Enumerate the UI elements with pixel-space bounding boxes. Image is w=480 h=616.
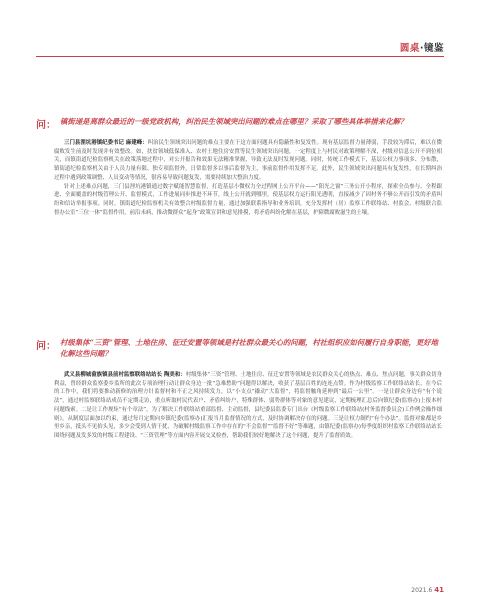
answer-text: 村级集体“三资”管理、土地住房、征迁安置等领域是农民群众关心的热点、难点、焦点问题，事关群众切身利益，曾经群众监察委乡监所的此次专项治理行动让群众身边一批“急难愁盼”问题得以解决，收获了基层百姓的连连点赞。作为村级监察工作联络站站长，在今后的工作中，我们将要推动新修的治理方针监督村和不正之风持续发力，以“小支点”撬动“大监督”，将监督触角延伸到“最后一公里”。一是让群众身边有“有个说法”。通过村监察联络站成员不定期走访，重点听取村民代表户、矛盾纠纷户，特殊群体、弱势群体等对象的意见建议，定期梳理汇总后向镇纪委(监察办)上报本村问题线索。二是让工作规矩“有个章法”。为了解决工作联络站重部监督、主动监督，县纪委县监委专门出台《村级监察工作联络站(村务监督委员会)工作例会操作细则》，从制度层面加以约束，通过每月定期向乡镇纪委(监察办)汇报当月监督情况的方式，及时协调解决存在的问题。三是让权力制约“有个办法”。监督对象都是乡里乡亲，抵头不见抬头见，多少会受到人情干扰，为破解村级监察工作中存在的“不会监督”“监督不好”等难题，由镇纪委(监察办)每季度组织村监察工作联络站站长围绕问题及发多发的村级工程建设、“三资管理”等方面内容开展交叉检查，帮助我们较好地解决了这个问题，提升了监督质效。 xyxy=(54,372,442,439)
header-rule xyxy=(36,56,444,57)
answer-body xyxy=(54,371,442,441)
answer-paragraph xyxy=(54,371,442,441)
question-text: 镇街递是离群众最近的一级党政机构，纠治民生领域突出问题的难点在哪里？采取了哪些具体举措来化解？ xyxy=(60,117,408,126)
qa-block-1 xyxy=(36,116,442,217)
issue-date: 2021.6 xyxy=(411,587,433,594)
question-marker: 问： xyxy=(36,120,56,131)
section-header-separator: · xyxy=(419,43,424,54)
answer-text: 纠治民生领域突出问题的难点主要在于这方面问题具有隐蔽性和复发性。现有基层监督力量薄弱，手段较为滞后，难以在微腐败发生前及时发现并有效整改。如，扶贫领域低保准入、农村土地住房安置等民生领域突出问题，一定程度上与村民对政策理解不深，村级对信息公开不到位相关，而镇街道纪检监察机关在政策落地过程中，对公开报告和效果无法精准掌握，导致无法及时发现问题。同时，传统工作模式下，基层公权力事项多、分布散，镇街道纪检监察机关由于人员力量有限、独专项监督外，日常监督多以事后监督为主，事前监督作用发挥不足。此外，民生领域突出问题具有复发性，在长期纠治过程中遇到政策调整、人员变动等情况，很容易导致问题复发，需要持续加大整治力度。 xyxy=(54,140,442,181)
answer-paragraph: 针对上述难点问题，三门县浬坑港镇通过数字赋能智慧监督，打造基层小微权力全过程网上公开平台——“阳光之窗”三务公开小程序，探索全员参与、全程跟进、全面覆盖的村级管理公开、监督模式，工作进展同步推进不环节，线上公开就到哪里，使基层权力运行阳光透明，直接减少了因村务不够公开而引发的矛盾纠纷和信访举报事项。同时，镇街道纪检监察机关有效整合村级监督力量，通过加强联系指导和业务培训，充分发挥村（居）监察工作联络站、村监会、村级联合监督办公室“三位一体”监督作用，前沿未病，推动微群众“起身”政策宣讲和意见排摸，将矛盾纠纷化解在基层，护障微腐败滋生的土壤。 xyxy=(54,183,442,216)
section-header-a: 圆桌 xyxy=(399,43,420,54)
section-header xyxy=(400,40,444,54)
qa-block-2 xyxy=(36,337,442,441)
answer-paragraph xyxy=(54,139,442,183)
section-header-b: 镜鉴 xyxy=(423,43,444,54)
question-text: 村级集体“三资”管理、土地住房、征迁安置等领域是村社群众最关心的问题，村社组织应如何履行自身职能，更好地化解这些问题？ xyxy=(60,338,439,358)
page-number: 41 xyxy=(434,586,444,594)
speaker-name: 三门县浬坑港镇纪委书记 麻建峰： xyxy=(64,140,148,146)
question-marker: 问： xyxy=(36,341,56,352)
page-footer xyxy=(411,586,444,594)
answer-body xyxy=(54,139,442,217)
speaker-name: 武义县柳城畲族镇县前村监察联络站站长 陶美和： xyxy=(64,372,186,378)
